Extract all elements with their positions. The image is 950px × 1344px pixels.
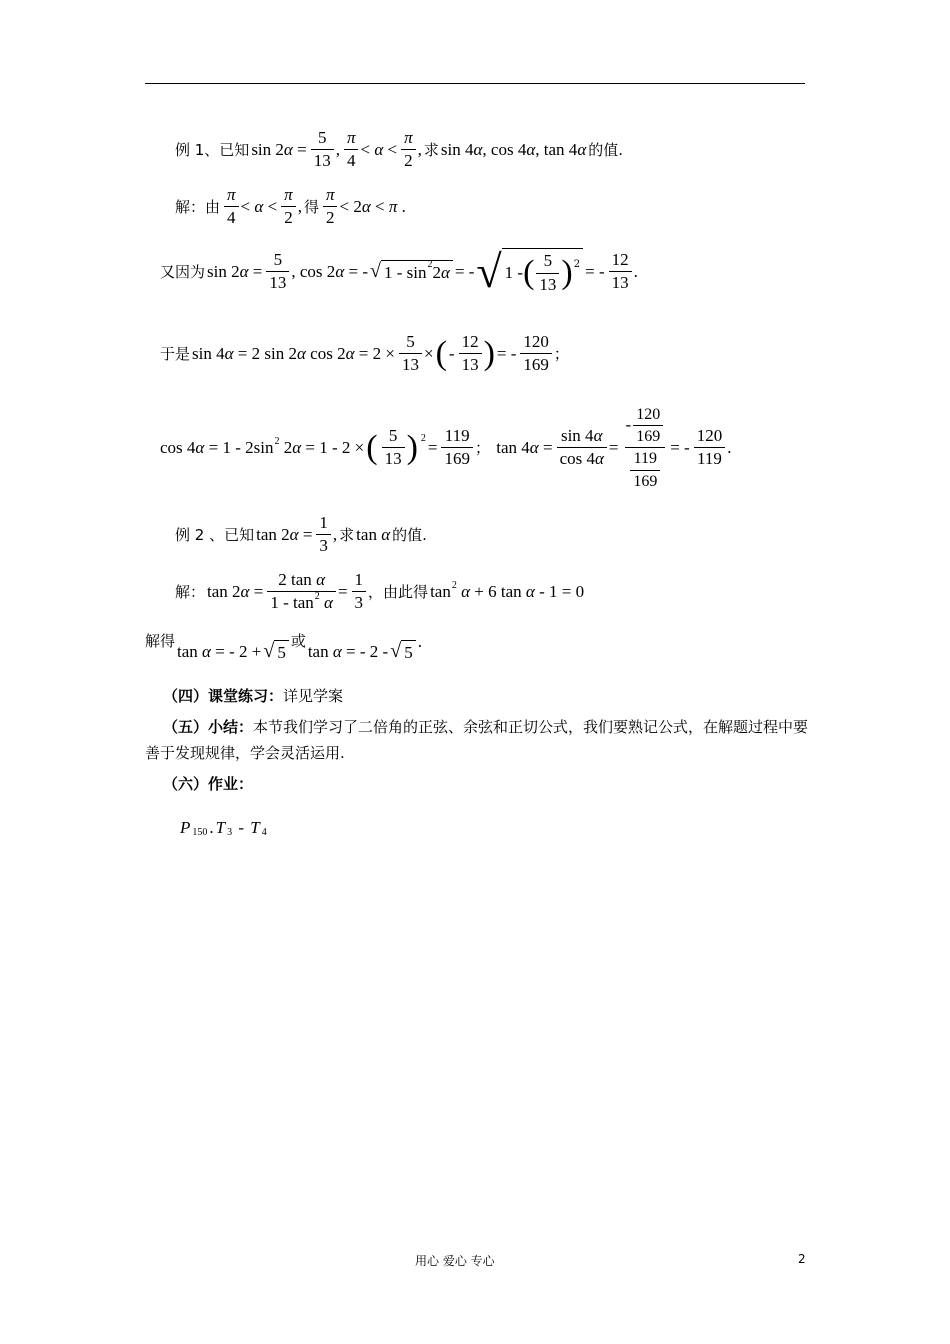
example-1-ask: 求 bbox=[423, 141, 439, 160]
math-sin2a: sin 2α = bbox=[251, 139, 307, 159]
example-2-label: 例 2 、已知 bbox=[175, 526, 255, 545]
practice-text: 详见学案 bbox=[283, 687, 344, 705]
example-1-tail: 的值. bbox=[588, 141, 624, 160]
therefore-label: 于是 bbox=[160, 345, 191, 364]
solution-2-prefix: 解： bbox=[175, 583, 206, 602]
frac-pi-2: $\frac{\pi}{2}$ bbox=[401, 128, 416, 172]
solution-1-line-2: 又因为 sin 2α = $\frac{5}{13}$ , cos 2α = - √ 1 - sin 2 2 α = - √ 1 - ( $\frac{5}{13}$ ) 2 = - $\frac{12}{13}$ . bbox=[160, 246, 638, 297]
solution-1-line-4: $\cos 4\alpha = 1 - 2\sin^2$ 2α = 1 - 2 × ( $\frac{5}{13}$ ) 2 = $\frac{119}{169}$ ； tan 4α = $\frac{\sin 4\alpha}{\cos 4\alpha}$ = - $\frac{120}{169}$ $\frac{119}{169}$ = - $\frac{120}{119}$ . bbox=[160, 406, 732, 490]
or-label: 或 bbox=[290, 632, 306, 650]
header-rule bbox=[145, 83, 805, 84]
example-2-statement: 例 2 、已知 tan 2α = $\frac{1}{3}$ , 求 tan α 的值. bbox=[175, 513, 427, 556]
summary-section bbox=[145, 714, 810, 766]
nested-frac: - $\frac{120}{169}$ $\frac{119}{169}$ bbox=[623, 405, 669, 491]
practice-label: （四）课堂练习： bbox=[163, 687, 284, 705]
also-because-label: 又因为 bbox=[160, 263, 206, 281]
homework-text: P 150 . T 3 - T 4 bbox=[180, 818, 267, 838]
example-1-label: 例 1、已知 bbox=[175, 141, 250, 160]
solution-1-prefix: 解：由 bbox=[175, 198, 221, 217]
example-2-ask: 求 bbox=[339, 526, 355, 545]
homework-label: （六）作业： bbox=[163, 775, 254, 793]
math-find-list: sin 4α, cos 4α, tan 4α bbox=[440, 139, 587, 159]
practice-section bbox=[163, 683, 343, 709]
math-quadratic: $\tan^2 \alpha + 6$ tan α - 1 = 0 bbox=[430, 579, 585, 601]
footer-slogan: 用心 爱心 专心 bbox=[415, 1254, 495, 1268]
homework-section bbox=[163, 771, 253, 797]
example-2-tail: 的值. bbox=[392, 526, 427, 545]
solution-2-derive: ，由此得 bbox=[368, 583, 429, 602]
frac-pi-4: $\frac{\pi}{4}$ bbox=[344, 128, 359, 172]
solution-1-get: 得 bbox=[303, 198, 319, 217]
sqrt-big: √ 1 - ( $\frac{5}{13}$ ) 2 bbox=[476, 245, 583, 298]
solution-1-line-1: 解：由 $\frac{\pi}{4}$ < α < $\frac{\pi}{2}$ , 得 $\frac{\pi}{2}$ < 2α < π . bbox=[175, 185, 406, 228]
solution-1-line-3: 于是 sin 4α = 2 sin 2α cos 2α = 2 × $\frac{5}{13}$ × ( - $\frac{12}{13}$ ) = - $\frac{120}{169}$ ； bbox=[160, 332, 569, 375]
example-1-statement: 例 1、已知 sin 2α = $\frac{5}{13}$ , $\frac{\pi}{4}$ < α < $\frac{\pi}{2}$ , 求 sin 4α, cos 4α, tan 4α 的值. bbox=[175, 128, 624, 171]
sqrt-1-sin2: √ 1 - sin 2 2 α bbox=[370, 260, 453, 283]
page-number: 2 bbox=[798, 1252, 806, 1266]
summary-text: 本节我们学习了二倍角的正弦、余弦和正切公式，我们要熟记公式，在解题过程中要善于发现规律，学会灵活运用. bbox=[145, 718, 809, 762]
frac-5-13: $\frac{5}{13}$ bbox=[311, 128, 334, 172]
summary-label: （五）小结： bbox=[163, 718, 254, 736]
solution-2-line-1: 解： tan 2α = $\frac{\text{2 tan α}}{1 - \tan^2 \alpha}$ = $\frac{1}{3}$ ，由此得 $\tan^2 \alpha + 6$ tan α - 1 = 0 bbox=[175, 570, 585, 613]
solution-2-line-2: 解得 tan α = - 2 + √ 5 或 tan α = - 2 - √ 5 . bbox=[145, 631, 422, 662]
result-prefix: 解得 bbox=[145, 632, 176, 650]
